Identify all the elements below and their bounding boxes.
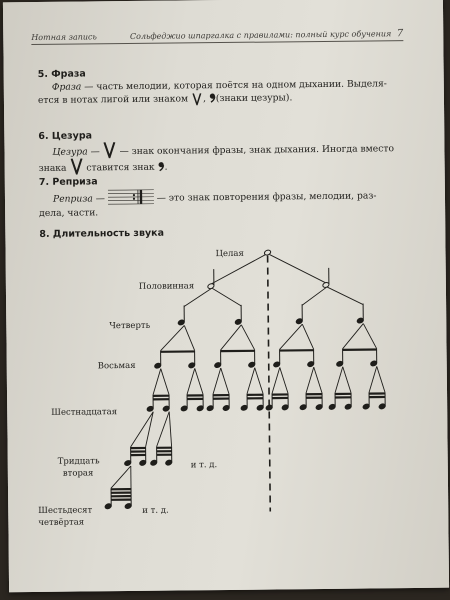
tree-line xyxy=(270,254,326,284)
tree-line xyxy=(213,368,221,394)
tree-line xyxy=(241,325,254,350)
label-half: Половинная xyxy=(138,281,195,292)
label-eighth: Восьмая xyxy=(97,360,136,372)
phrase-def-a: — часть мелодии, которая поётся на одном дыхании. Выделя- xyxy=(81,78,387,93)
sixtyfourth-pair-beam xyxy=(111,488,131,490)
tree-line xyxy=(169,412,171,447)
tree-line xyxy=(306,367,314,393)
tree-line xyxy=(221,368,229,394)
caesura-def-c: знака xyxy=(38,162,67,174)
tree-line xyxy=(377,366,385,392)
eighth-pair-0-head xyxy=(154,362,162,369)
sixteenth-pair-6-head xyxy=(328,404,336,411)
tree-line xyxy=(302,287,327,305)
caesura-term: Цезура xyxy=(52,146,88,158)
sixteenth-pair-7-beam xyxy=(369,392,385,394)
phrase-def-b: ется в нотах лигой или знаком xyxy=(37,93,189,106)
label-32nd-b: вторая xyxy=(62,468,94,479)
book-page xyxy=(3,0,449,592)
eighth-pair-3-head xyxy=(370,360,378,367)
sixteenth-pair-5-head xyxy=(299,404,307,411)
tree-line xyxy=(153,369,161,395)
sixteenth-pair-1-head xyxy=(196,405,204,412)
sixteenth-pair-6-beam xyxy=(335,393,351,395)
sixteenth-pair-2-beam xyxy=(213,397,229,399)
tree-line xyxy=(187,368,195,394)
quarter-note-0-head xyxy=(177,319,185,326)
sixteenth-pair-2-head xyxy=(222,405,230,412)
sixteenth-pair-5-beam xyxy=(306,393,322,395)
tree-line xyxy=(111,466,131,488)
sixteenth-pair-5-beam xyxy=(306,396,322,398)
section-reprise-title: 7. Реприза xyxy=(38,176,98,188)
sixteenth-pair-6-beam xyxy=(335,396,351,398)
sixtyfourth-pair-head xyxy=(104,503,112,510)
label-64th-a: Шестьдесят xyxy=(38,505,93,516)
eighth-pair-1-head xyxy=(248,361,256,368)
thirtysecond-pair-0-head xyxy=(124,460,132,467)
label-quarter: Четверть xyxy=(109,320,151,332)
sixtyfourth-pair-beam xyxy=(111,499,131,501)
note-duration-tree xyxy=(3,0,449,592)
sixteenth-pair-1-beam xyxy=(187,398,203,400)
sixtyfourth-pair-beam xyxy=(111,495,131,497)
tree-line xyxy=(212,288,241,306)
half-note-left-head xyxy=(207,283,215,290)
thirtysecond-pair-1-head xyxy=(165,459,173,466)
reprise-dash: — xyxy=(92,193,105,205)
tree-line xyxy=(184,325,194,350)
sixteenth-pair-4-beam xyxy=(272,393,288,395)
header-left: Нотная запись xyxy=(31,32,97,43)
tree-line xyxy=(247,368,255,394)
sixteenth-pair-3-beam xyxy=(247,394,263,396)
sixteenth-pair-7-beam xyxy=(369,396,385,398)
sixtyfourth-pair-head xyxy=(124,503,132,510)
sixteenth-pair-7-head xyxy=(362,403,370,410)
thirtysecond-pair-1-beam xyxy=(157,454,172,456)
sixteenth-pair-7-head xyxy=(378,403,386,410)
tree-line xyxy=(279,324,302,349)
label-whole: Целая xyxy=(215,248,244,260)
sixteenth-pair-4-beam xyxy=(272,397,288,399)
eighth-pair-3-beam xyxy=(343,348,377,351)
tree-line xyxy=(335,367,343,393)
page-number: 7 xyxy=(396,28,404,40)
sixteenth-pair-0-head xyxy=(162,405,170,412)
sixteenth-pair-1-beam xyxy=(187,394,203,396)
tree-line xyxy=(369,366,377,392)
sixteenth-pair-3-head xyxy=(240,404,248,411)
sixteenth-pair-2-head xyxy=(206,405,214,412)
section-caesura-title: 6. Цезура xyxy=(38,130,93,142)
caesura-def-b: — знак окончания фразы, знак дыхания. Иногда вместо xyxy=(116,143,395,158)
sixteenth-pair-1-head xyxy=(180,405,188,412)
eighth-pair-0-head xyxy=(188,362,196,369)
sixtyfourth-pair-beam xyxy=(111,492,131,494)
phrase-term: Фраза xyxy=(51,81,82,93)
section-duration-title: 8. Длительность звука xyxy=(39,227,165,240)
label-etc-1: и т. д. xyxy=(190,460,218,471)
caesura-dash: — xyxy=(87,146,100,158)
eighth-pair-3-head xyxy=(336,360,344,367)
label-sixteenth: Шестнадцатая xyxy=(51,407,118,418)
sixteenth-pair-0-head xyxy=(146,405,154,412)
sixteenth-pair-3-beam xyxy=(247,397,263,399)
thirtysecond-pair-0-beam xyxy=(131,454,146,456)
tree-line xyxy=(363,323,376,348)
center-dashed-line xyxy=(268,256,271,512)
tree-line xyxy=(130,412,153,447)
tree-line xyxy=(255,368,263,394)
tree-line xyxy=(220,325,241,350)
caesura-def-d: ставится знак xyxy=(86,161,155,174)
sixteenth-pair-6-head xyxy=(344,403,352,410)
tree-line xyxy=(161,369,169,395)
header-right: Сольфеджио шпаргалка с правилами: полный курс обучения xyxy=(129,29,392,41)
sixteenth-pair-4-head xyxy=(281,404,289,411)
sixteenth-pair-4-head xyxy=(265,404,273,411)
sixteenth-pair-3-head xyxy=(256,404,264,411)
reprise-term: Реприза xyxy=(52,193,93,205)
tree-line xyxy=(280,367,288,393)
phrase-comma: , xyxy=(202,93,207,105)
thirtysecond-pair-1-head xyxy=(150,459,158,466)
sixteenth-pair-0-beam xyxy=(153,395,169,397)
thirtysecond-pair-0-head xyxy=(139,460,147,467)
reprise-def-c: дела, части. xyxy=(39,207,99,219)
label-32nd-a: Тридцать xyxy=(57,456,100,467)
eighth-pair-2-beam xyxy=(280,349,314,352)
tree-line xyxy=(342,324,363,349)
tree-line xyxy=(272,367,280,393)
quarter-note-2-head xyxy=(295,318,303,325)
label-64th-b: четвёртая xyxy=(38,517,85,528)
tree-line xyxy=(343,367,351,393)
caesura-period: . xyxy=(164,161,168,173)
eighth-pair-1-head xyxy=(214,362,222,369)
thirtysecond-pair-0-beam xyxy=(131,450,146,452)
quarter-note-1-head xyxy=(234,319,242,326)
quarter-note-3-head xyxy=(356,317,364,324)
label-etc-2: и т. д. xyxy=(142,505,169,516)
phrase-def-d: (знаки цезуры). xyxy=(215,92,293,105)
thirtysecond-pair-1-beam xyxy=(157,450,172,452)
tree-line xyxy=(195,368,203,394)
sixteenth-pair-2-beam xyxy=(213,394,229,396)
thirtysecond-pair-1-beam xyxy=(157,447,172,449)
sixteenth-pair-5-head xyxy=(315,404,323,411)
tree-line xyxy=(327,287,363,305)
tree-line xyxy=(302,324,313,349)
eighth-pair-1-beam xyxy=(221,350,255,353)
eighth-pair-2-head xyxy=(273,361,281,368)
tree-line xyxy=(160,325,184,350)
thirtysecond-pair-0-beam xyxy=(131,447,146,449)
reprise-def-b: — это знак повторения фразы, мелодии, раз- xyxy=(156,190,377,204)
section-phrase-title: 5. Фраза xyxy=(37,68,86,80)
sixteenth-pair-0-beam xyxy=(153,398,169,400)
tree-line xyxy=(314,367,322,393)
eighth-pair-0-beam xyxy=(161,350,195,353)
tree-line xyxy=(156,412,169,447)
eighth-pair-2-head xyxy=(307,361,315,368)
